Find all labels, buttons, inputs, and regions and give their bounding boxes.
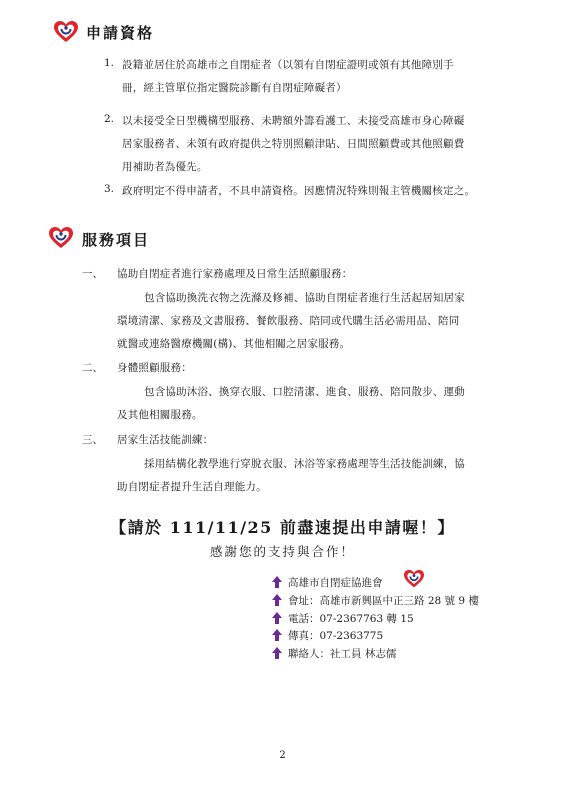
list-item-line: 居家服務者、未領有政府提供之特別照顧津貼、日間照顧費或其他照顧費 <box>122 138 465 150</box>
bullet-arrow-icon <box>272 612 282 624</box>
list-number: 二、 <box>82 362 103 374</box>
list-item-heading: 身體照顧服務： <box>117 362 192 374</box>
list-number: 一、 <box>82 268 103 280</box>
heart-logo-icon <box>53 20 79 44</box>
list-number: 三、 <box>82 434 103 446</box>
contact-address: 會址：高雄市新興區中正三路 28 號 9 樓 <box>288 595 479 607</box>
list-item-line: 設籍並居住於高雄市之自閉症者（以領有自閉症證明或領有其他障別手 <box>122 59 454 71</box>
heart-logo-icon <box>48 226 74 250</box>
contact-person: 聯絡人：社工員 林志儒 <box>288 648 397 660</box>
list-item-line: 及其他相關服務。 <box>117 409 203 421</box>
bullet-arrow-icon <box>272 576 282 588</box>
section-title-services: 服務項目 <box>82 231 151 249</box>
list-item-line: 包含協助換洗衣物之洗滌及修補、協助自閉症者進行生活起居知居家 <box>144 292 465 304</box>
list-item-line: 政府明定不得申請者，不具申請資格。因應情況特殊則報主管機關核定之。 <box>122 185 476 197</box>
section-title-eligibility: 申請資格 <box>86 24 155 42</box>
list-item-heading: 協助自閉症者進行家務處理及日常生活照顧服務： <box>117 268 353 280</box>
list-item-line: 用補助者為優先。 <box>122 161 208 173</box>
thanks-message: 感謝您的支持與合作！ <box>209 544 355 559</box>
bullet-arrow-icon <box>272 647 282 659</box>
list-item-line: 環境清潔、家務及文書服務、餐飲服務、陪同或代購生活必需用品、陪同 <box>117 315 460 327</box>
heart-logo-icon <box>403 569 425 589</box>
list-item-line: 冊，經主管單位指定醫院診斷有自閉症障礙者） <box>122 82 347 94</box>
list-item-heading: 居家生活技能訓練： <box>117 434 214 446</box>
list-number: 2. <box>104 113 115 125</box>
list-item-line: 包含協助沐浴、換穿衣服、口腔清潔、進食、服務、陪同散步、運動 <box>144 386 465 398</box>
contact-phone: 電話：07-2367763 轉 15 <box>288 613 414 625</box>
list-number: 3. <box>104 183 115 195</box>
list-item-line: 以未接受全日型機構型服務、未聘額外籌看護工、未接受高雄市身心障礙 <box>122 115 465 127</box>
bullet-arrow-icon <box>272 629 282 641</box>
list-item-line: 採用結構化教學進行穿脫衣服、沐浴等家務處理等生活技能訓練，協 <box>144 458 465 470</box>
contact-org: 高雄市自閉症協進會 <box>288 577 383 589</box>
list-item-line: 助自閉症者提升生活自理能力。 <box>117 481 267 493</box>
list-item-line: 就醫或連絡醫療機關(構)、其他相關之居家服務。 <box>117 338 351 350</box>
bullet-arrow-icon <box>272 594 282 606</box>
contact-fax: 傳真：07-2363775 <box>288 630 384 642</box>
list-number: 1. <box>104 57 115 69</box>
page-number: 2 <box>279 750 286 761</box>
deadline-notice: 【請於 111/11/25 前盡速提出申請喔！】 <box>110 518 455 537</box>
